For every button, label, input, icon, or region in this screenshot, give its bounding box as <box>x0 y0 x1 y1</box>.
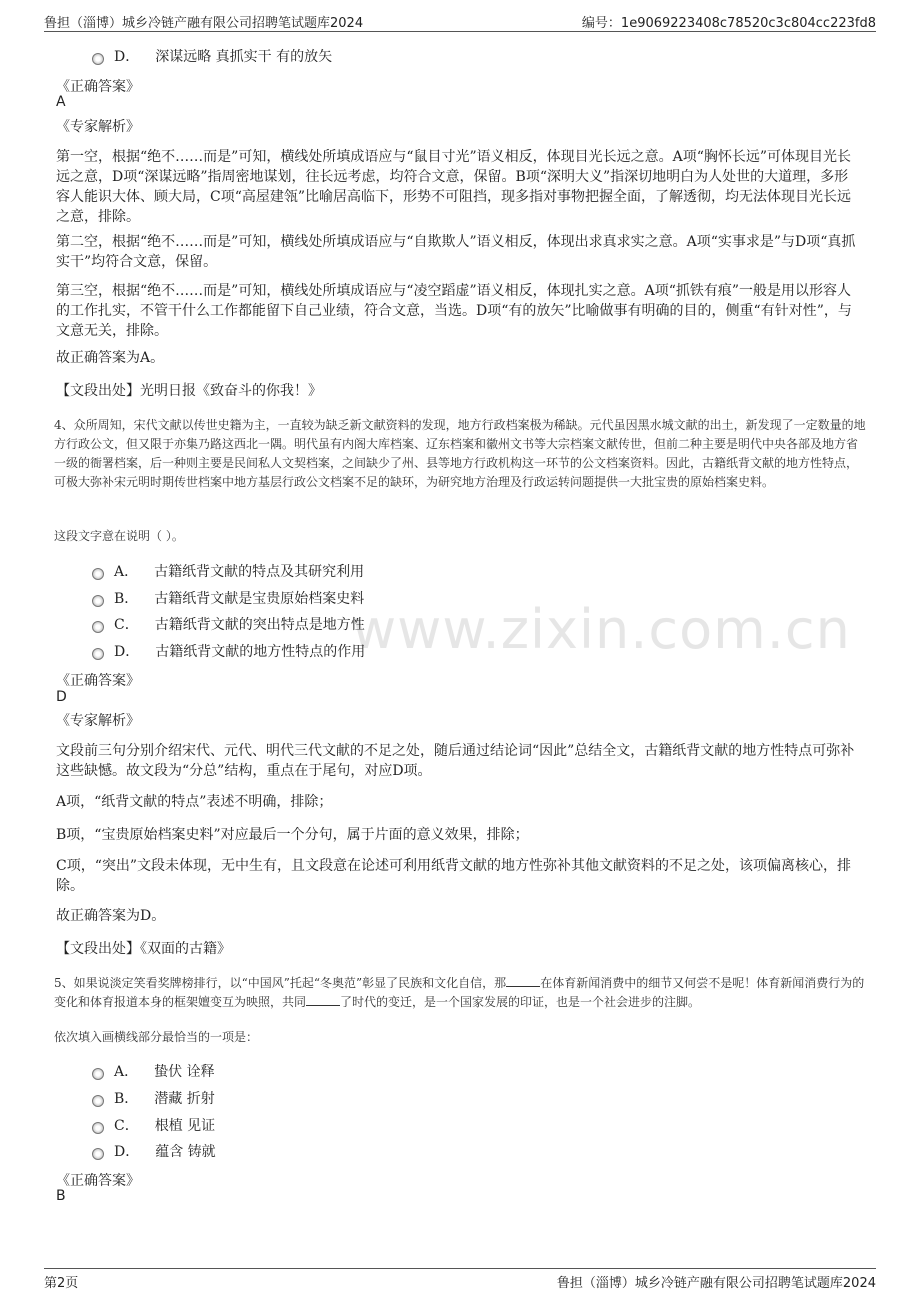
option-text: 古籍纸背文献的突出特点是地方性 <box>154 617 365 633</box>
answer-label: 《正确答案》 <box>56 79 140 95</box>
question-5-text-part: 了时代的变迁，是一个国家发展的印证，也是一个社会进步的注脚。 <box>340 995 701 1009</box>
answer-label: 《正确答案》 <box>56 1173 140 1189</box>
analysis-conclusion: 故正确答案为A。 <box>56 350 165 366</box>
question-5-text-part: 在体育新闻消费中的细节又何尝不是呢！体育新闻消费行为的变化和体育报道本身的框架嬗变互为映照，共同 <box>54 976 865 1009</box>
question-4-stem: 这段文字意在说明（ ）。 <box>54 529 184 543</box>
answer-label: 《正确答案》 <box>56 673 140 689</box>
page-number: 第2页 <box>44 1276 79 1291</box>
option-letter: C． <box>114 1118 139 1134</box>
source-note: 【文段出处】光明日报《致奋斗的你我！》 <box>56 383 322 399</box>
radio-icon[interactable] <box>92 648 104 660</box>
header-title: 鲁担（淄博）城乡冷链产融有限公司招聘笔试题库2024 <box>44 16 364 31</box>
analysis-label: 《专家解析》 <box>56 119 140 135</box>
question-5-stem: 依次填入画横线部分最恰当的一项是： <box>54 1030 259 1044</box>
footer-title: 鲁担（淄博）城乡冷链产融有限公司招聘笔试题库2024 <box>556 1276 876 1291</box>
analysis-label: 《专家解析》 <box>56 713 140 729</box>
radio-icon[interactable] <box>92 595 104 607</box>
option-b[interactable] <box>92 588 364 608</box>
option-text: 根植 见证 <box>154 1118 216 1134</box>
option-b[interactable] <box>92 1088 215 1108</box>
option-c[interactable] <box>92 1115 215 1135</box>
radio-icon[interactable] <box>92 53 104 65</box>
option-c[interactable] <box>92 614 365 634</box>
option-text: 古籍纸背文献是宝贵原始档案史料 <box>154 591 365 607</box>
option-text: 潜藏 折射 <box>154 1091 215 1107</box>
header-divider <box>44 31 876 32</box>
fill-blank <box>306 993 340 1006</box>
analysis-paragraph: 文段前三句分别介绍宋代、元代、明代三代文献的不足之处，随后通过结论词“因此”总结全文，古籍纸背文献的地方性特点可弥补这些缺憾。故文段为“分总”结构，重点在于尾句，对应D项。 <box>56 743 855 779</box>
page-header <box>0 0 920 31</box>
option-d[interactable] <box>92 46 332 66</box>
question-4-text: 4、众所周知，宋代文献以传世史籍为主，一直较为缺乏新文献资料的发现，地方行政档案极为稀缺。元代虽因黑水城文献的出土，新发现了一定数量的地方行政公文，但又限于亦集乃路这西北一隅。明代虽有内阁大库档案、辽东档案和徽州文书等大宗档案文献传世，但前二种主要是明代中央各部及地方省一级的衙署档案，后一种则主要是民间私人文契档案，之间缺少了州、县等地方行政机构这一环节的公文档案资料。因此，古籍纸背文献的地方性特点，可极大弥补宋元明时期传世档案中地方基层行政公文档案不足的缺环，为研究地方治理及行政运转问题提供一大批宝贵的原始档案史料。 <box>54 418 866 489</box>
answer-value: A <box>56 94 66 110</box>
fill-blank <box>506 974 540 987</box>
analysis-paragraph: B项，“宝贵原始档案史料”对应最后一个分句，属于片面的意义效果，排除； <box>56 827 529 843</box>
option-d[interactable] <box>92 641 365 661</box>
analysis-paragraph: 第二空，根据“绝不……而是”可知，横线处所填成语应与“自欺欺人”语义相反，体现出求真求实之意。A项“实事求是”与D项“真抓实干”均符合文意，保留。 <box>56 234 856 270</box>
option-letter: B． <box>114 1091 139 1107</box>
option-a[interactable] <box>92 1061 215 1081</box>
radio-icon[interactable] <box>92 621 104 633</box>
document-id: 编号：1e9069223408c78520c3c804cc223fd8 <box>581 16 876 31</box>
option-a[interactable] <box>92 561 364 581</box>
option-letter: D． <box>114 644 140 660</box>
question-5-text-part: 5、如果说淡定笑看奖牌榜排行，以“中国风”托起“冬奥范”彰显了民族和文化自信，那 <box>54 976 507 990</box>
analysis-paragraph: 第三空，根据“绝不……而是”可知，横线处所填成语应与“凌空蹈虚”语义相反，体现扎实之意。A项“抓铁有痕”一般是用以形容人的工作扎实，不管干什么工作都能留下自己业绩，符合文意，当选。D项“有的放矢”比喻做事有明确的目的，侧重“有针对性”，与文意无关，排除。 <box>56 283 852 339</box>
analysis-paragraph: 第一空，根据“绝不……而是”可知，横线处所填成语应与“鼠目寸光”语义相反，体现目光长远之意。A项“胸怀长远”可体现目光长远之意，D项“深谋远略”指周密地谋划，往长远考虑，均符合文意，保留。B项“深明大义”指深切地明白为人处世的大道理，多形容人能识大体、顾大局，C项“高屋建瓴”比喻居高临下，形势不可阻挡，现多指对事物把握全面，了解透彻，均无法体现目光长远之意，排除。 <box>56 149 852 225</box>
radio-icon[interactable] <box>92 1122 104 1134</box>
option-text: 古籍纸背文献的特点及其研究利用 <box>154 564 365 580</box>
analysis-paragraph: A项，“纸背文献的特点”表述不明确，排除； <box>56 794 333 810</box>
option-text: 蛰伏 诠释 <box>154 1064 215 1080</box>
option-letter: D． <box>114 49 140 65</box>
option-text: 深谋远略 真抓实干 有的放矢 <box>155 49 333 65</box>
option-letter: C． <box>114 617 139 633</box>
option-text: 古籍纸背文献的地方性特点的作用 <box>155 644 366 660</box>
option-d[interactable] <box>92 1141 216 1161</box>
radio-icon[interactable] <box>92 568 104 580</box>
radio-icon[interactable] <box>92 1148 104 1160</box>
question-5-text <box>54 974 866 1012</box>
analysis-paragraph: C项，“突出”文段未体现，无中生有，且文段意在论述可利用纸背文献的地方性弥补其他文献资料的不足之处，该项偏离核心，排除。 <box>56 858 852 894</box>
option-letter: B． <box>114 591 139 607</box>
option-letter: D． <box>114 1144 140 1160</box>
answer-value: D <box>56 689 67 705</box>
answer-value: B <box>56 1188 66 1204</box>
source-note: 【文段出处】《双面的古籍》 <box>56 941 231 957</box>
option-letter: A． <box>114 564 139 580</box>
footer-divider <box>44 1268 876 1269</box>
radio-icon[interactable] <box>92 1095 104 1107</box>
radio-icon[interactable] <box>92 1068 104 1080</box>
option-text: 蕴含 铸就 <box>155 1144 216 1160</box>
option-letter: A． <box>114 1064 139 1080</box>
analysis-conclusion: 故正确答案为D。 <box>56 908 166 924</box>
watermark: www.zixin.com.cn <box>352 598 851 661</box>
